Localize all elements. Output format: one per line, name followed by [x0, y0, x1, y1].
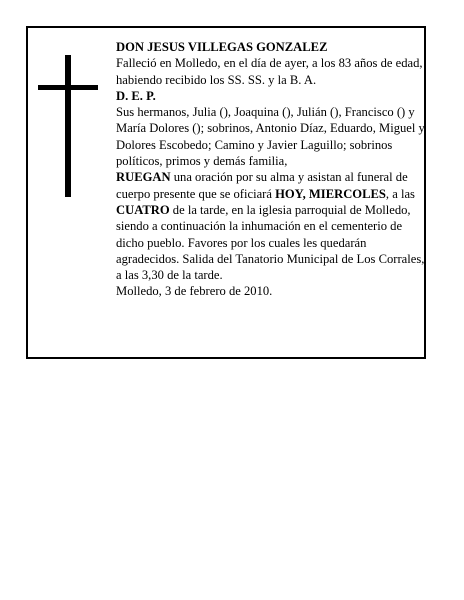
obituary-notice: [26, 26, 426, 359]
place-date: Molledo, 3 de febrero de 2010.: [116, 284, 273, 299]
request-verb: RUEGAN: [116, 170, 171, 185]
cross-horizontal-bar: [38, 85, 98, 90]
death-announcement: Falleció en Molledo, en el día de ayer, a los 83 años de edad, habiendo recibido los SS. SS. y la B. A.: [116, 56, 423, 87]
relatives-list: Sus hermanos, Julia (), Joaquina (), Julián (), Francisco () y María Dolores (); sobrinos, Antonio Díaz, Eduardo, Miguel y Dolores Escobedo; Camino y Javier Laguillo; sobrinos políticos, primos y demás familia,: [116, 105, 425, 169]
rip-line: D. E. P.: [116, 88, 156, 103]
notice-text: [116, 39, 428, 300]
cross-vertical-bar: [65, 55, 71, 197]
request-text-1: una oración por su alma y asistan al funeral de cuerpo presente que se oficiará: [116, 170, 408, 201]
funeral-hour: CUATRO: [116, 202, 170, 217]
deceased-name: DON JESUS VILLEGAS GONZALEZ: [116, 40, 328, 54]
request-text-2: , a las: [385, 186, 415, 201]
funeral-request: [116, 169, 428, 283]
request-text-3: de la tarde, en la iglesia parroquial de Molledo, siendo a continuación la inhumación en el cementerio de dicho pueblo. Favores por los cuales les quedarán agradecidos. Salida del Tanatorio Municipal de Los Corrales, a las 3,30 de la tarde.: [116, 202, 425, 283]
funeral-day: HOY, MIERCOLES: [275, 186, 386, 201]
